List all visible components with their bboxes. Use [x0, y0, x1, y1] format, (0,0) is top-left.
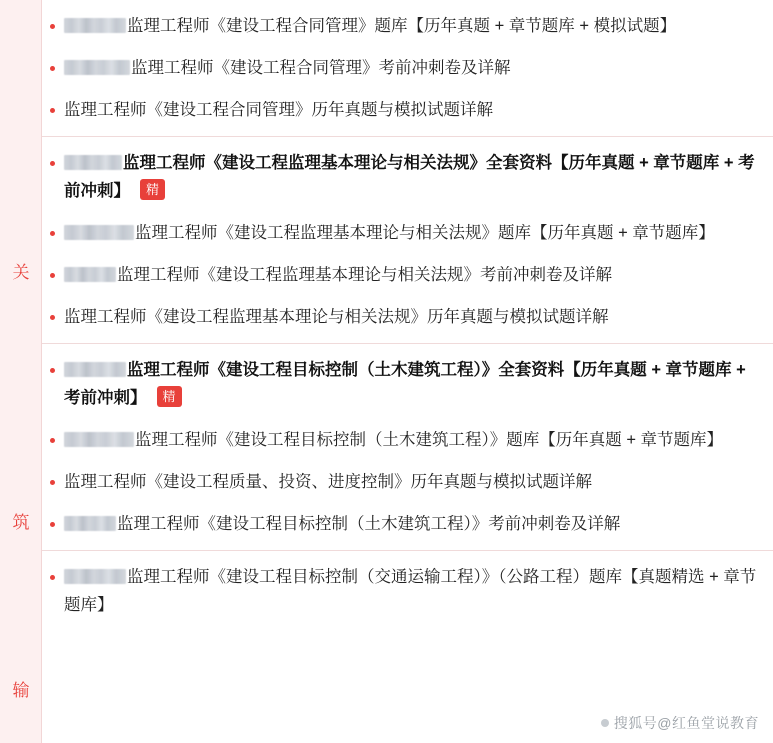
resource-group [42, 137, 773, 344]
list-item-label: 监理工程师《建设工程合同管理》历年真题与模拟试题详解 [64, 101, 493, 119]
list-item-label: 监理工程师《建设工程目标控制（交通运输工程）》（公路工程）题库【真题精选 + 章节题库】 [64, 568, 757, 614]
resource-group [42, 551, 773, 631]
rail-label-1: 筑 [12, 513, 30, 532]
list-item-label: 监理工程师《建设工程目标控制（土木建筑工程）》题库【历年真题 + 章节题库】 [135, 431, 724, 449]
redacted-text [64, 569, 126, 584]
watermark-label: 搜狐号@红鱼堂说教育 [613, 715, 759, 731]
bullet-icon [50, 575, 55, 580]
list-item[interactable] [42, 54, 759, 82]
rail-label-2: 输 [12, 681, 30, 700]
list-item[interactable] [42, 96, 759, 124]
list-item[interactable] [42, 426, 759, 454]
bullet-icon [50, 161, 55, 166]
bullet-icon [50, 315, 55, 320]
redacted-text [64, 225, 134, 240]
list-item[interactable] [42, 12, 759, 40]
list-item[interactable] [42, 510, 759, 538]
bullet-icon [50, 66, 55, 71]
status-badge: 精 [140, 179, 165, 200]
list-item-label: 监理工程师《建设工程监理基本理论与相关法规》考前冲刺卷及详解 [117, 266, 612, 284]
bullet-icon [50, 108, 55, 113]
watermark [601, 713, 759, 733]
list-item-label: 监理工程师《建设工程监理基本理论与相关法规》全套资料【历年真题 + 章节题库 + 考前冲刺】 [64, 154, 755, 200]
resource-group [42, 344, 773, 551]
list-item-label: 监理工程师《建设工程监理基本理论与相关法规》题库【历年真题 + 章节题库】 [135, 224, 715, 242]
list-item[interactable] [42, 303, 759, 331]
list-item-label: 监理工程师《建设工程合同管理》考前冲刺卷及详解 [131, 59, 511, 77]
list-item-label: 监理工程师《建设工程目标控制（土木建筑工程）》考前冲刺卷及详解 [117, 515, 621, 533]
redacted-text [64, 267, 116, 282]
list-item[interactable] [42, 261, 759, 289]
list-item-label: 监理工程师《建设工程合同管理》题库【历年真题 + 章节题库 + 模拟试题】 [127, 17, 677, 35]
redacted-text [64, 18, 126, 33]
category-rail [0, 0, 42, 743]
watermark-dot-icon [601, 719, 609, 727]
redacted-text [64, 516, 116, 531]
resource-group [42, 0, 773, 137]
list-item[interactable] [42, 149, 759, 205]
list-item-label: 监理工程师《建设工程质量、投资、进度控制》历年真题与模拟试题详解 [64, 473, 592, 491]
list-item[interactable] [42, 219, 759, 247]
list-item-label: 监理工程师《建设工程监理基本理论与相关法规》历年真题与模拟试题详解 [64, 308, 609, 326]
redacted-text [64, 362, 126, 377]
bullet-icon [50, 522, 55, 527]
redacted-text [64, 432, 134, 447]
list-item[interactable] [42, 468, 759, 496]
status-badge: 精 [157, 386, 182, 407]
bullet-icon [50, 231, 55, 236]
bullet-icon [50, 438, 55, 443]
bullet-icon [50, 24, 55, 29]
list-item-label: 监理工程师《建设工程目标控制（土木建筑工程）》全套资料【历年真题 + 章节题库 + 考前冲刺】 [64, 361, 746, 407]
list-item[interactable] [42, 563, 759, 619]
list-item[interactable] [42, 356, 759, 412]
redacted-text [64, 60, 130, 75]
resource-list [42, 0, 773, 743]
bullet-icon [50, 480, 55, 485]
rail-label-0: 关 [12, 263, 30, 282]
redacted-text [64, 155, 122, 170]
bullet-icon [50, 273, 55, 278]
bullet-icon [50, 368, 55, 373]
